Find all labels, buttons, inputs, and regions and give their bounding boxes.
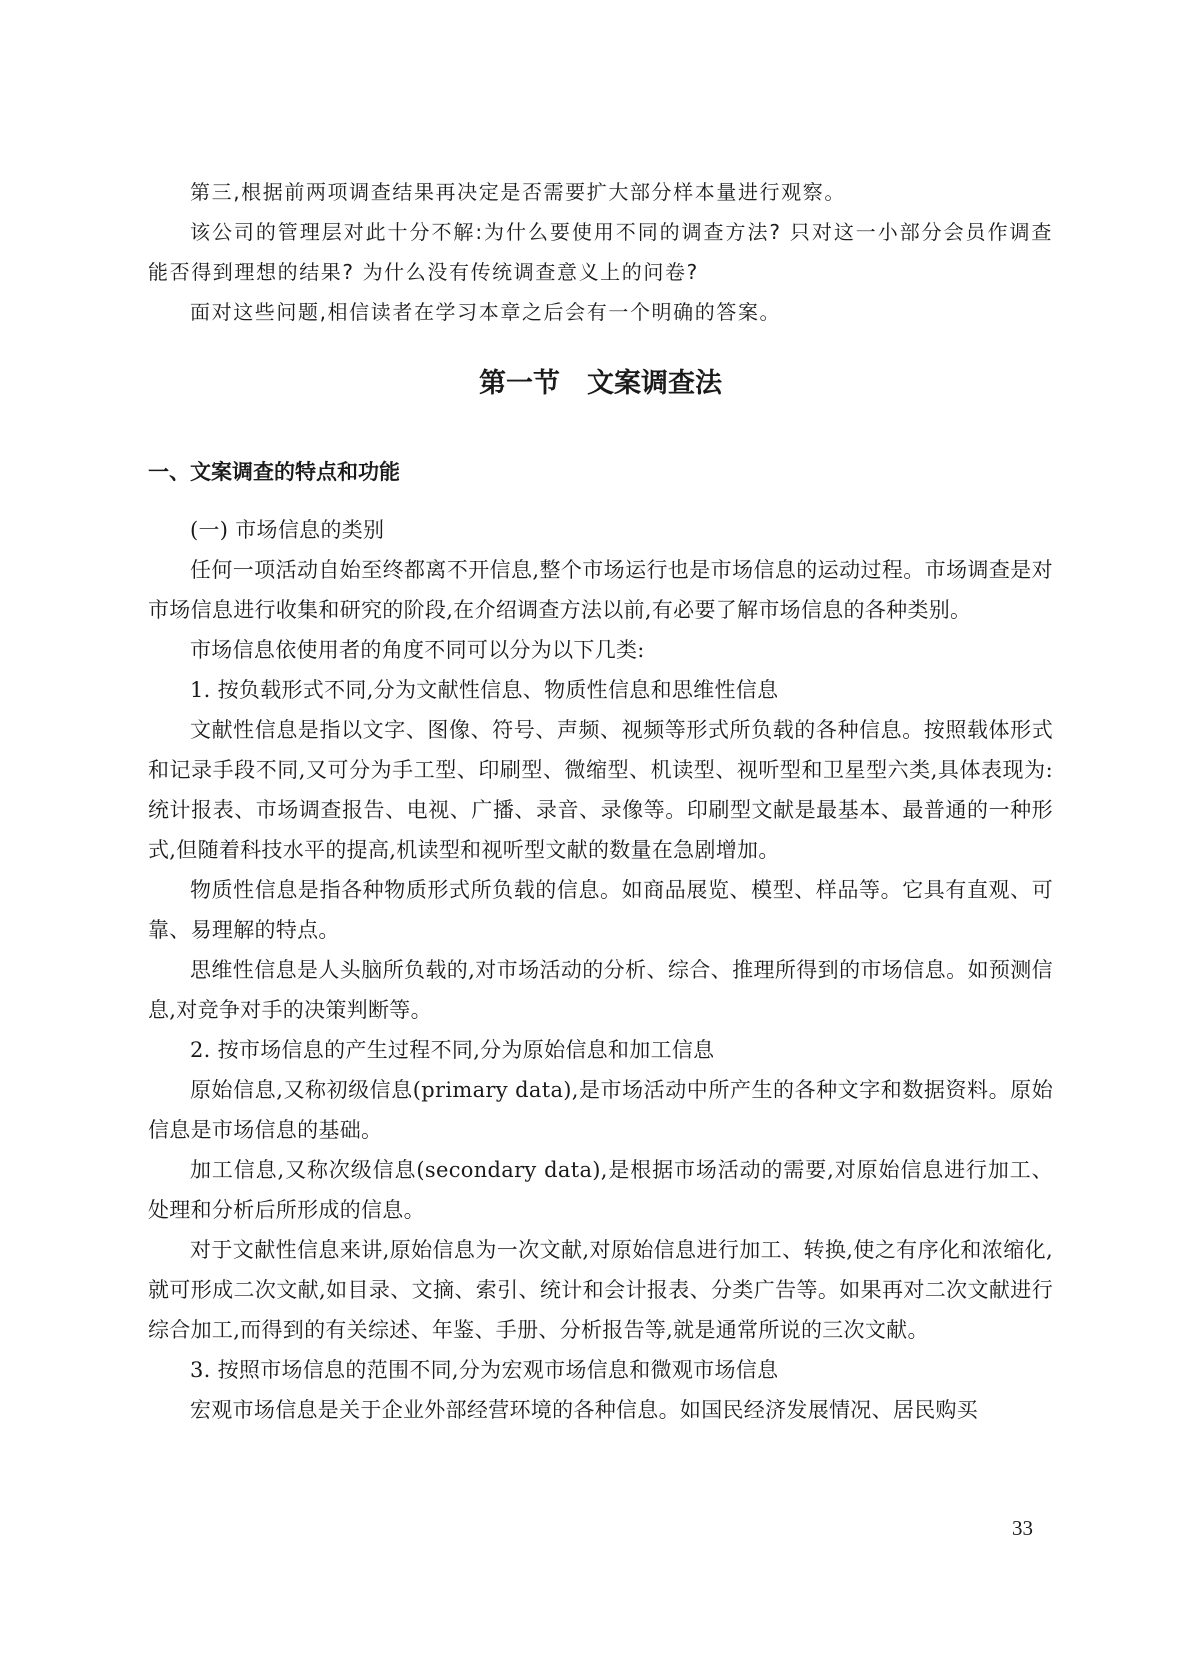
page-number: 33 (1012, 1516, 1033, 1540)
body-list-heading: 3. 按照市场信息的范围不同,分为宏观市场信息和微观市场信息 (190, 1358, 779, 1382)
intro-paragraph: 第三,根据前两项调查结果再决定是否需要扩大部分样本量进行观察。 (190, 180, 846, 204)
body-paragraph: 宏观市场信息是关于企业外部经营环境的各种信息。如国民经济发展情况、居民购买 (190, 1398, 979, 1422)
subsection-heading: 一、文案调查的特点和功能 (148, 460, 400, 484)
section-title: 第一节 文案调查法 (479, 368, 722, 399)
body-subheading: (一) 市场信息的类别 (190, 518, 385, 542)
page-content (148, 172, 1053, 1430)
spacer (148, 492, 1053, 510)
intro-paragraph: 该公司的管理层对此十分不解:为什么要使用不同的调查方法? 只对这一小部分会员作调查能否得到理想的结果? 为什么没有传统调查意义上的问卷? (148, 220, 1053, 284)
body-paragraph: 物质性信息是指各种物质形式所负载的信息。如商品展览、模型、样品等。它具有直观、可靠、易理解的特点。 (148, 878, 1053, 942)
body-paragraph: 原始信息,又称初级信息(primary data),是市场活动中所产生的各种文字和数据资料。原始信息是市场信息的基础。 (148, 1078, 1053, 1142)
intro-text-block (148, 172, 1053, 332)
body-paragraph: 对于文献性信息来讲,原始信息为一次文献,对原始信息进行加工、转换,使之有序化和浓缩化,就可形成二次文献,如目录、文摘、索引、统计和会计报表、分类广告等。如果再对二次文献进行综合加工,而得到的有关综述、年鉴、手册、分析报告等,就是通常所说的三次文献。 (148, 1238, 1053, 1342)
body-paragraph: 市场信息依使用者的角度不同可以分为以下几类: (190, 638, 645, 662)
body-paragraph: 任何一项活动自始至终都离不开信息,整个市场运行也是市场信息的运动过程。市场调查是对市场信息进行收集和研究的阶段,在介绍调查方法以前,有必要了解市场信息的各种类别。 (148, 558, 1053, 622)
body-paragraph: 加工信息,又称次级信息(secondary data),是根据市场活动的需要,对原始信息进行加工、处理和分析后所形成的信息。 (148, 1158, 1053, 1222)
intro-paragraph: 面对这些问题,相信读者在学习本章之后会有一个明确的答案。 (190, 300, 782, 324)
body-text-block (148, 510, 1053, 1430)
body-list-heading: 1. 按负载形式不同,分为文献性信息、物质性信息和思维性信息 (190, 678, 779, 702)
body-list-heading: 2. 按市场信息的产生过程不同,分为原始信息和加工信息 (190, 1038, 715, 1062)
body-paragraph: 文献性信息是指以文字、图像、符号、声频、视频等形式所负载的各种信息。按照载体形式和记录手段不同,又可分为手工型、印刷型、微缩型、机读型、视听型和卫星型六类,具体表现为:统计报表、市场调查报告、电视、广播、录音、录像等。印刷型文献是最基本、最普通的一种形式,但随着科技水平的提高,机读型和视听型文献的数量在急剧增加。 (148, 718, 1053, 862)
body-paragraph: 思维性信息是人头脑所负载的,对市场活动的分析、综合、推理所得到的市场信息。如预测信息,对竞争对手的决策判断等。 (148, 958, 1053, 1022)
